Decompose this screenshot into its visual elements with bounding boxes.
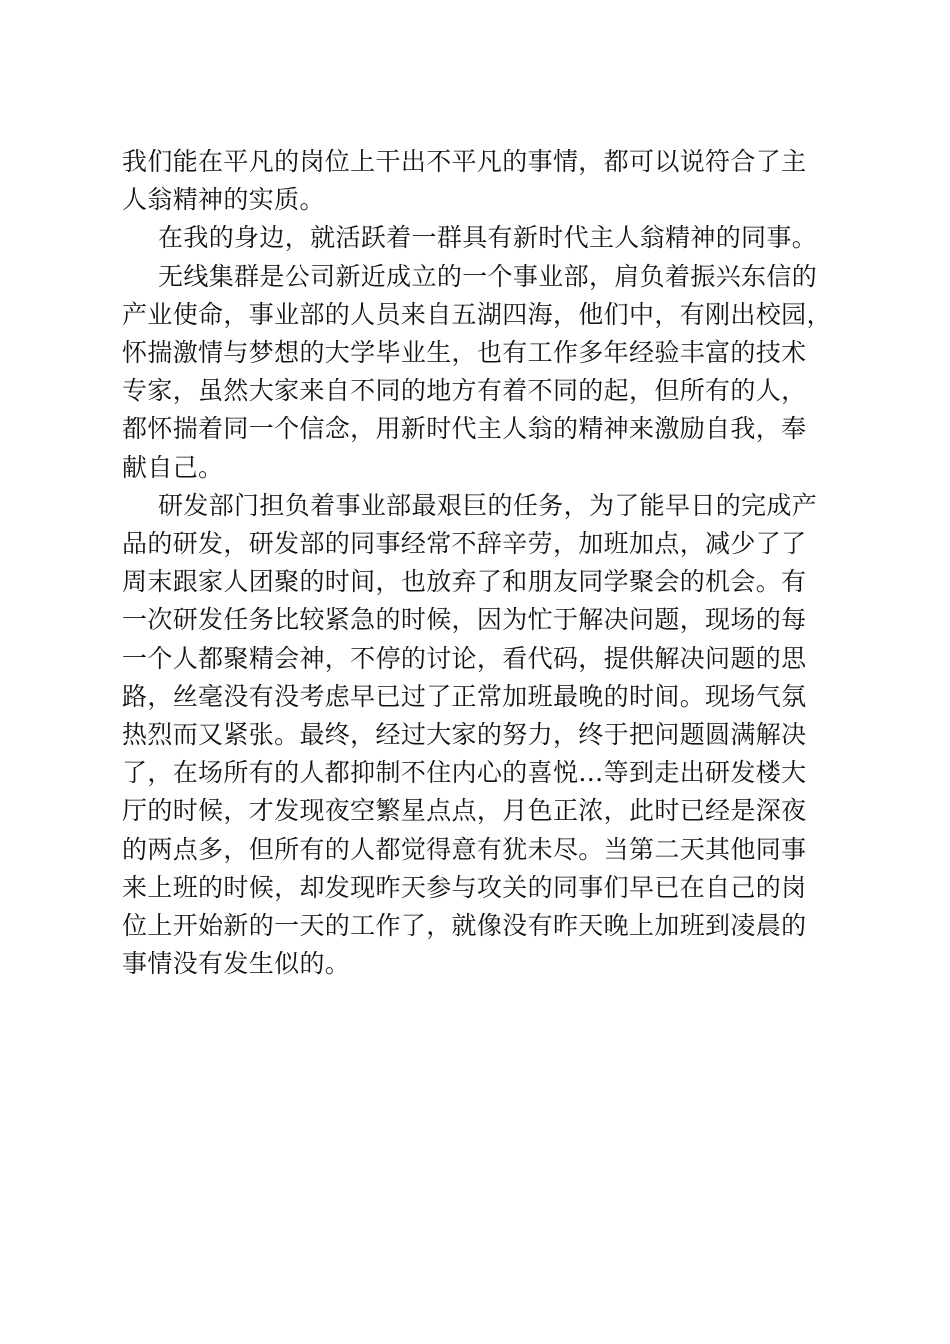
text-line: 怀揣激情与梦想的大学毕业生，也有工作多年经验丰富的技术 [122, 338, 807, 368]
body-text [122, 143, 832, 983]
paragraph-start-line: 研发部门担负着事业部最艰巨的任务，为了能早日的完成产 [158, 490, 818, 520]
text-line: 路，丝毫没有没考虑早已过了正常加班最晚的时间。现场气氛 [122, 681, 807, 711]
text-line: 都怀揣着同一个信念，用新时代主人翁的精神来激励自我，奉 [122, 414, 807, 444]
text-line: 热烈而又紧张。最终，经过大家的努力，终于把问题圆满解决 [122, 720, 807, 750]
text-line: 厅的时候，才发现夜空繁星点点，月色正浓，此时已经是深夜 [122, 796, 807, 826]
text-line: 周末跟家人团聚的时间，也放弃了和朋友同学聚会的机会。有 [122, 567, 807, 597]
text-line: 事情没有发生似的。 [122, 949, 351, 979]
text-line: 献自己。 [122, 452, 224, 482]
paragraph-start-line: 无线集群是公司新近成立的一个事业部，肩负着振兴东信的 [158, 261, 818, 291]
text-line: 产业使命，事业部的人员来自五湖四海，他们中，有刚出校园， [122, 299, 832, 329]
text-line: 了，在场所有的人都抑制不住内心的喜悦…等到走出研发楼大 [122, 758, 807, 788]
text-line: 专家，虽然大家来自不同的地方有着不同的起，但所有的人， [122, 376, 807, 406]
text-line: 人翁精神的实质。 [122, 185, 325, 215]
text-line: 我们能在平凡的岗位上干出不平凡的事情，都可以说符合了主 [122, 147, 807, 176]
text-line: 位上开始新的一天的工作了，就像没有昨天晚上加班到凌晨的 [122, 911, 807, 941]
text-line: 品的研发，研发部的同事经常不辞辛劳，加班加点，减少了了 [122, 529, 807, 559]
text-line: 来上班的时候，却发现昨天参与攻关的同事们早已在自己的岗 [122, 872, 807, 902]
text-line: 一次研发任务比较紧急的时候，因为忙于解决问题，现场的每 [122, 605, 807, 635]
text-line: 一个人都聚精会神，不停的讨论，看代码，提供解决问题的思 [122, 643, 807, 673]
paragraph-start-line: 在我的身边，就活跃着一群具有新时代主人翁精神的同事。 [158, 223, 818, 253]
text-line: 的两点多，但所有的人都觉得意有犹未尽。当第二天其他同事 [122, 834, 807, 864]
